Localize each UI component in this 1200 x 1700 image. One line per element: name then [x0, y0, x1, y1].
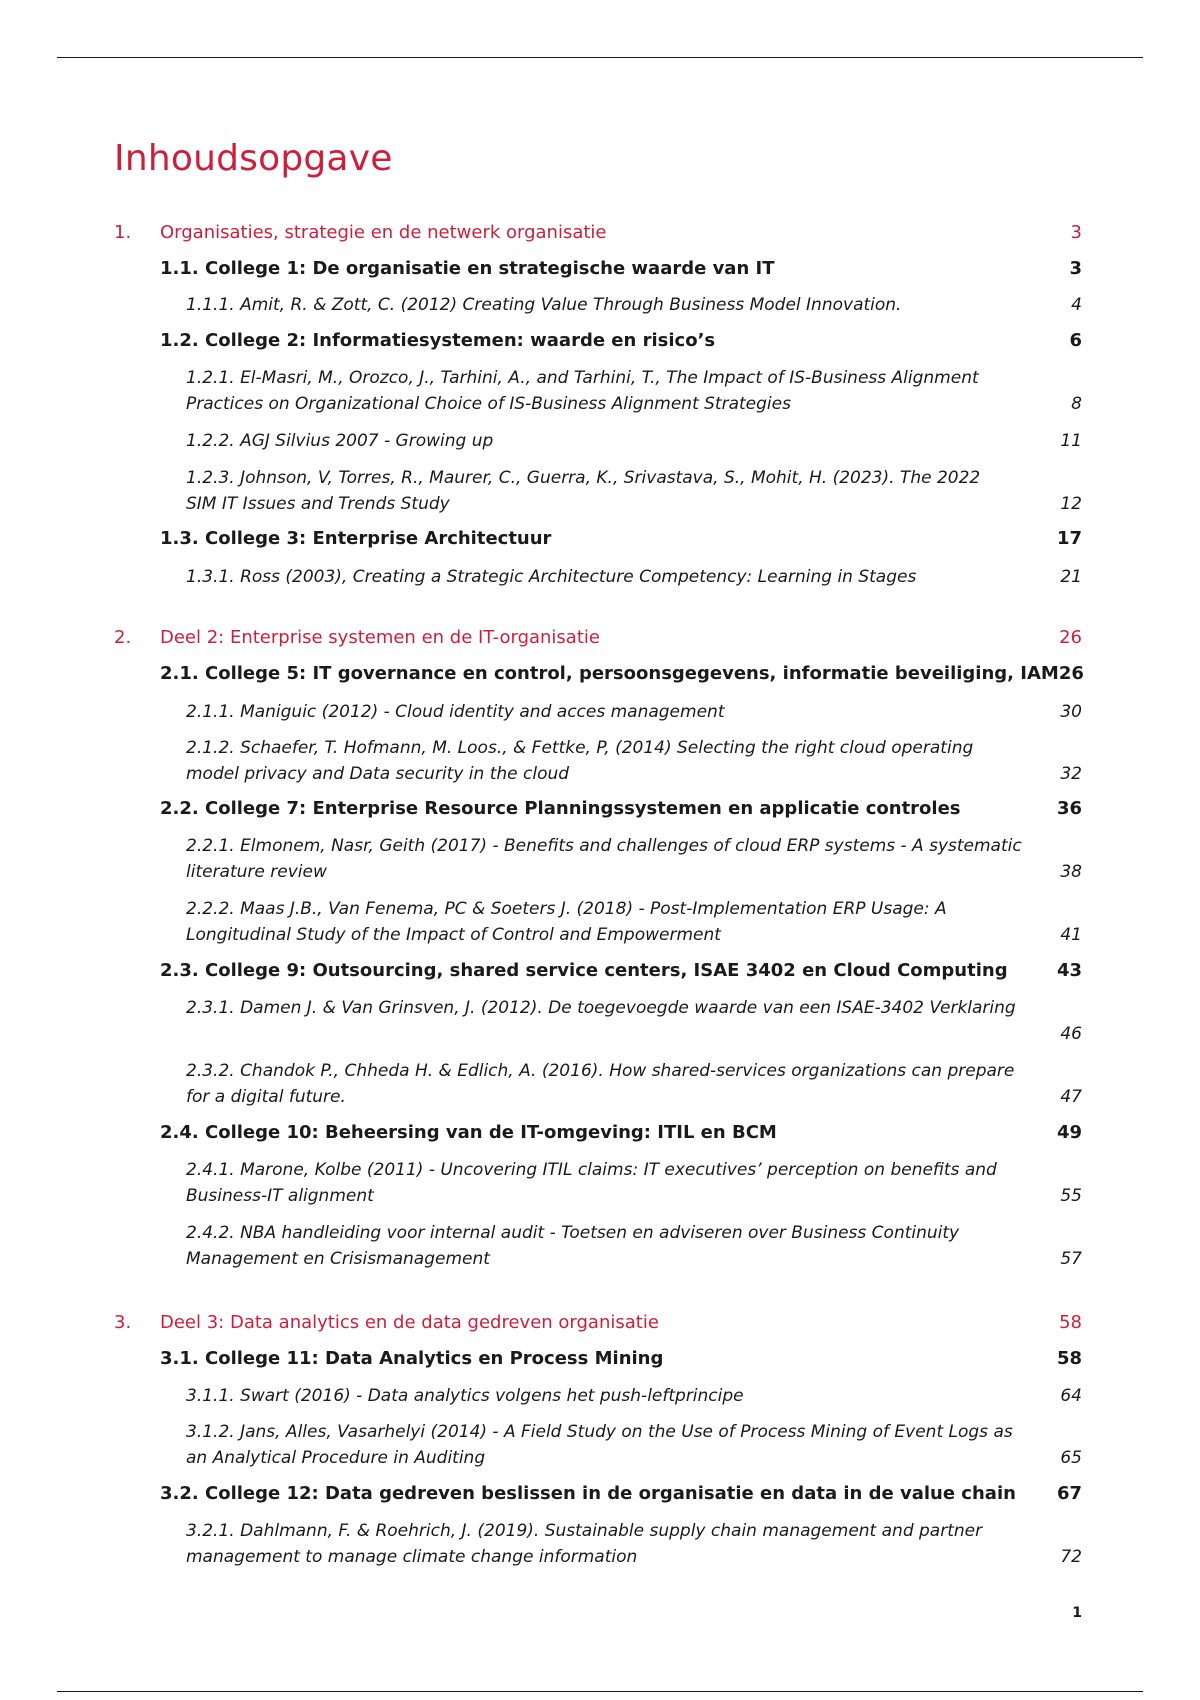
toc-item-3-1-2[interactable]	[114, 1419, 1082, 1471]
toc-page-number: 21	[1060, 567, 1082, 587]
toc-item-label-line1: 2.4.1. Marone, Kolbe (2011) - Uncovering ITIL claims: IT executives’ perception on benefits and	[186, 1160, 997, 1180]
toc-item-label-line1: 2.4.2. NBA handleiding voor internal audit - Toetsen en adviseren over Business Continuity	[186, 1223, 960, 1243]
toc-subsection-label: 2.4. College 10: Beheersing van de IT-omgeving: ITIL en BCM	[160, 1122, 777, 1143]
toc-page-number: 67	[1056, 1483, 1082, 1504]
toc-item-2-4-2[interactable]	[114, 1220, 1082, 1272]
toc-page-number: 58	[1056, 1348, 1082, 1369]
toc-item-label-line2: model privacy and Data security in the cloud	[186, 764, 570, 784]
toc-subsection-3-1[interactable]	[114, 1348, 1082, 1369]
toc-item-label-line1: 1.2.1. El-Masri, M., Orozco, J., Tarhini, A., and Tarhini, T., The Impact of IS-Business Alignment	[186, 368, 979, 388]
toc-item-label-line2: for a digital future.	[186, 1087, 346, 1107]
toc-subsection-1-3[interactable]	[114, 528, 1082, 549]
toc-section-1[interactable]	[114, 222, 1082, 243]
toc-item-label-line2: Management en Crisismanagement	[186, 1249, 490, 1269]
toc-item-2-4-1[interactable]	[114, 1157, 1082, 1209]
toc-item-label-line1: 2.3.1. Damen J. & Van Grinsven, J. (2012). De toegevoegde waarde van een ISAE-3402 Verklaring	[186, 998, 1016, 1018]
toc-item-label-line2: Practices on Organizational Choice of IS-Business Alignment Strategies	[186, 394, 791, 414]
toc-section-number: 2.	[114, 627, 132, 648]
toc-subsection-label: 2.3. College 9: Outsourcing, shared service centers, ISAE 3402 en Cloud Computing	[160, 960, 1008, 981]
toc-item-label: 1.3.1. Ross (2003), Creating a Strategic Architecture Competency: Learning in Stages	[186, 567, 917, 587]
toc-page-number: 32	[1060, 764, 1082, 784]
toc-item-label-line1: 3.2.1. Dahlmann, F. & Roehrich, J. (2019). Sustainable supply chain management and partner	[186, 1521, 983, 1541]
toc-page-number: 64	[1060, 1386, 1082, 1406]
toc-page-number: 47	[1060, 1087, 1082, 1107]
toc-subsection-label: 3.1. College 11: Data Analytics en Process Mining	[160, 1348, 664, 1369]
toc-page-number: 46	[1060, 1024, 1082, 1044]
toc-section-number: 3.	[114, 1312, 132, 1333]
toc-item-2-3-1[interactable]	[114, 995, 1082, 1047]
toc-subsection-label: 1.1. College 1: De organisatie en strategische waarde van IT	[160, 258, 775, 279]
page-number: 1	[1072, 1605, 1082, 1621]
toc-item-label-line2: Longitudinal Study of the Impact of Control and Empowerment	[186, 925, 721, 945]
toc-section-2[interactable]	[114, 627, 1082, 648]
toc-item-label-line2: literature review	[186, 862, 327, 882]
toc-item-label-line1: 2.3.2. Chandok P., Chheda H. & Edlich, A. (2016). How shared-services organizations can prepare	[186, 1061, 1015, 1081]
toc-item-label-line2: Business-IT alignment	[186, 1186, 374, 1206]
toc-item-label-line1: 2.1.2. Schaefer, T. Hofmann, M. Loos., & Fettke, P, (2014) Selecting the right cloud operating	[186, 738, 974, 758]
toc-subsection-2-4[interactable]	[114, 1122, 1082, 1143]
toc-section-label: Deel 2: Enterprise systemen en de IT-organisatie	[160, 627, 600, 648]
toc-subsection-label: 2.2. College 7: Enterprise Resource Planningssystemen en applicatie controles	[160, 798, 961, 819]
toc-item-1-2-1[interactable]	[114, 365, 1082, 417]
toc-section-3[interactable]	[114, 1312, 1082, 1333]
toc-page-number: 3	[1070, 222, 1082, 243]
toc-item-label: 1.1.1. Amit, R. & Zott, C. (2012) Creating Value Through Business Model Innovation.	[186, 295, 902, 315]
toc-item-1-2-3[interactable]	[114, 465, 1082, 517]
toc-subsection-label: 1.3. College 3: Enterprise Architectuur	[160, 528, 552, 549]
toc-page-number: 65	[1060, 1448, 1082, 1468]
toc-item-label-line1: 1.2.3. Johnson, V, Torres, R., Maurer, C., Guerra, K., Srivastava, S., Mohit, H. (2023). The 2022	[186, 468, 981, 488]
toc-page-number: 49	[1056, 1122, 1082, 1143]
toc-section-number: 1.	[114, 222, 132, 243]
toc-item-3-1-1[interactable]	[114, 1383, 1082, 1409]
toc-page-number: 12	[1060, 494, 1082, 514]
toc-section-label: Organisaties, strategie en de netwerk organisatie	[160, 222, 607, 243]
toc-item-label-line2: management to manage climate change information	[186, 1547, 638, 1567]
toc-item-2-1-2[interactable]	[114, 735, 1082, 787]
toc-page-number: 6	[1069, 330, 1082, 351]
toc-subsection-2-2[interactable]	[114, 798, 1082, 819]
toc-page-number: 38	[1060, 862, 1082, 882]
toc-item-2-3-2[interactable]	[114, 1058, 1082, 1110]
toc-page-number: 58	[1059, 1312, 1082, 1333]
toc-item-2-2-2[interactable]	[114, 896, 1082, 948]
toc-subsection-1-2[interactable]	[114, 330, 1082, 351]
toc-page-number: 17	[1056, 528, 1082, 549]
page-title: Inhoudsopgave	[114, 138, 393, 179]
toc-page-number: 43	[1056, 960, 1082, 981]
toc-item-2-1-1[interactable]	[114, 699, 1082, 725]
toc-item-label-line2: SIM IT Issues and Trends Study	[186, 494, 450, 514]
toc-item-label-line1: 2.2.1. Elmonem, Nasr, Geith (2017) - Benefits and challenges of cloud ERP systems - A systematic	[186, 836, 1022, 856]
toc-item-label-line2	[186, 1021, 1060, 1047]
toc-page-number: 3	[1069, 258, 1082, 279]
toc-subsection-2-3[interactable]	[114, 960, 1082, 981]
toc-subsection-label: 1.2. College 2: Informatiesystemen: waarde en risico’s	[160, 330, 716, 351]
toc-page-number: 72	[1060, 1547, 1082, 1567]
toc-page-number: 30	[1060, 702, 1082, 722]
toc-item-label: 2.1.1. Maniguic (2012) - Cloud identity and acces management	[186, 702, 725, 722]
toc-subsection-1-1[interactable]	[114, 258, 1082, 279]
toc-item-3-2-1[interactable]	[114, 1518, 1082, 1570]
toc-page-number: 26	[1059, 627, 1082, 648]
footer-rule	[57, 1691, 1143, 1692]
toc-subsection-label: 3.2. College 12: Data gedreven beslissen in de organisatie en data in de value chain	[160, 1483, 1016, 1504]
toc-page-number: 4	[1071, 295, 1082, 315]
toc-subsection-2-1[interactable]	[114, 663, 1082, 684]
toc-page-number: 57	[1060, 1249, 1082, 1269]
toc-page-number: 8	[1071, 394, 1082, 414]
toc-page-number: 36	[1056, 798, 1082, 819]
toc-page-number: 26	[1058, 663, 1084, 684]
toc-section-label: Deel 3: Data analytics en de data gedreven organisatie	[160, 1312, 659, 1333]
toc-subsection-3-2[interactable]	[114, 1483, 1082, 1504]
toc-subsection-label: 2.1. College 5: IT governance en control, persoonsgegevens, informatie beveiliging, IAM	[160, 663, 1059, 684]
toc-item-1-1-1[interactable]	[114, 292, 1082, 318]
toc-item-1-3-1[interactable]	[114, 564, 1082, 590]
toc-item-label-line2: an Analytical Procedure in Auditing	[186, 1448, 486, 1468]
toc-page-number: 41	[1060, 925, 1082, 945]
toc-item-label-line1: 2.2.2. Maas J.B., Van Fenema, PC & Soeters J. (2018) - Post-Implementation ERP Usage: A	[186, 899, 947, 919]
toc-item-label: 1.2.2. AGJ Silvius 2007 - Growing up	[186, 431, 494, 451]
toc-item-label: 3.1.1. Swart (2016) - Data analytics volgens het push-leftprincipe	[186, 1386, 744, 1406]
toc-item-2-2-1[interactable]	[114, 833, 1082, 885]
header-rule	[57, 57, 1143, 58]
toc-page-number: 55	[1060, 1186, 1082, 1206]
toc-item-label-line1: 3.1.2. Jans, Alles, Vasarhelyi (2014) - A Field Study on the Use of Process Mining of Event Logs as	[186, 1422, 1013, 1442]
toc-page-number: 11	[1060, 431, 1082, 451]
toc-item-1-2-2[interactable]	[114, 428, 1082, 454]
